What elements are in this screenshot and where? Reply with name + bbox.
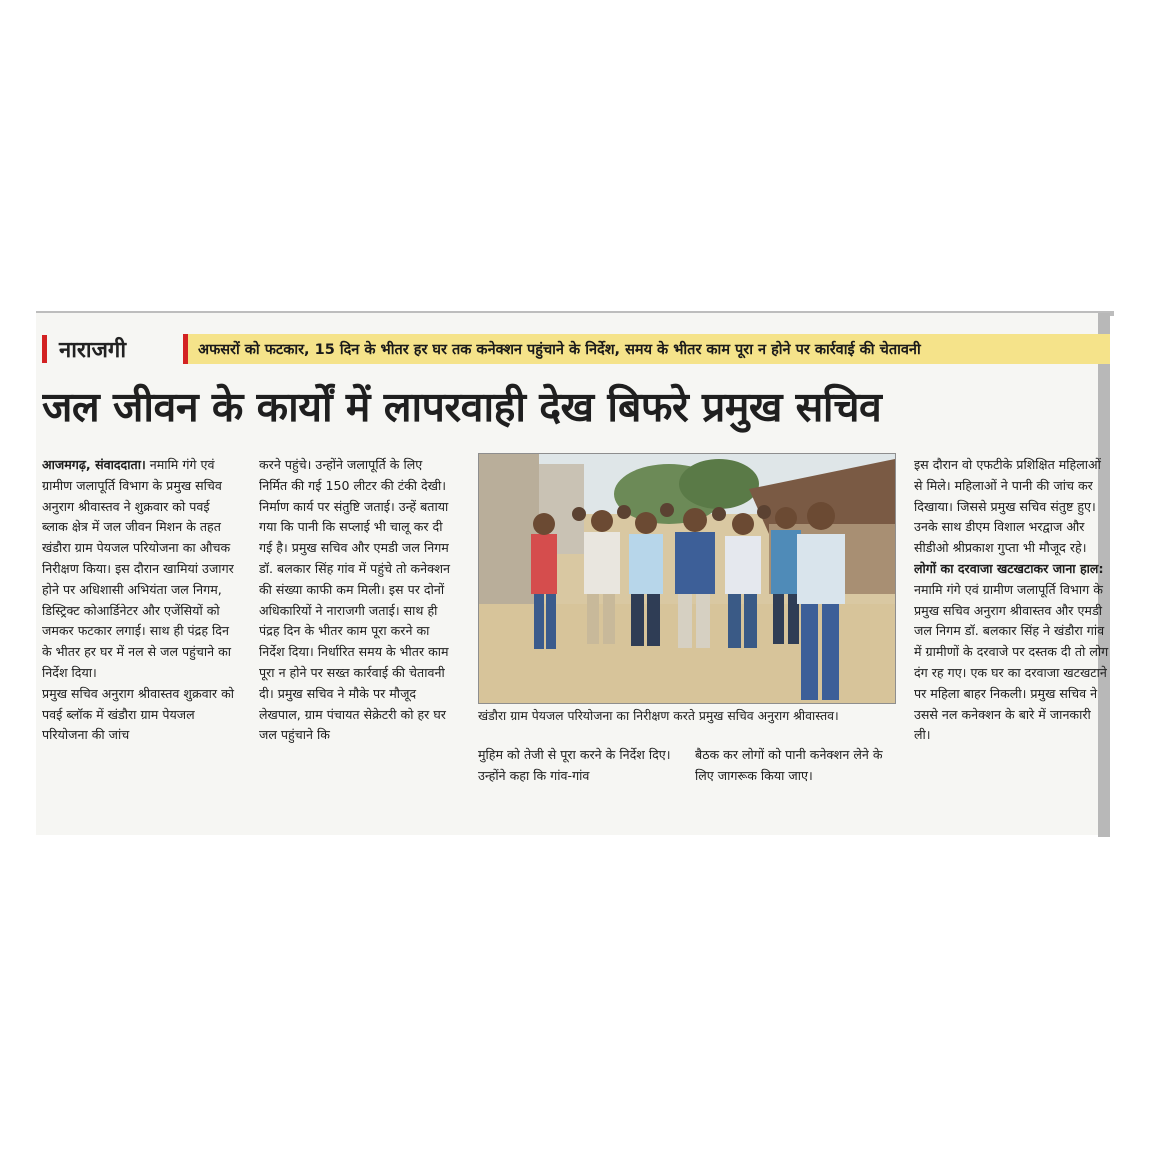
column-4-text: बैठक कर लोगों को पानी कनेक्शन लेने के लिए जागरूक किया जाए। [695, 747, 883, 783]
column-5-para-1: इस दौरान वो एफटीके प्रशिक्षित महिलाओं से मिले। महिलाओं ने पानी की जांच कर दिखाया। जिससे प्रमुख सचिव संतुष्ट हुए। उनके साथ डीएम विशाल भरद्वाज और सीडीओ श्रीप्रकाश गुप्ता भी मौजूद रहे। [914, 457, 1101, 556]
subheadline-red-bar [183, 334, 188, 364]
column-5-para-2 [914, 559, 1110, 746]
kicker-label [42, 334, 126, 364]
column-3-text: मुहिम को तेजी से पूरा करने के निर्देश दिए। उन्होंने कहा कि गांव-गांव [478, 747, 671, 783]
subheadline-banner [183, 334, 1110, 364]
column-2-text: करने पहुंचे। उन्होंने जलापूर्ति के लिए निर्मित की गई 150 लीटर की टंकी देखी। निर्माण कार्य पर संतुष्टि जताई। उन्हें बताया गया कि पानी कि सप्लाई भी चालू कर दी गई है। प्रमुख सचिव और एमडी जल निगम डॉ. बलकार सिंह गांव में पहुंचे तो कनेक्शन की संख्या काफी कम मिली। इस पर दोनों अधिकारियों ने नाराजगी जताई। साथ ही पंद्रह दिन के भीतर काम पूरा करने का निर्देश दिया। निर्धारित समय के भीतर काम पूरा न होने पर सख्त कार्रवाई की चेतावनी दी। प्रमुख सचिव ने मौके पर मौजूद लेखपाल, ग्राम पंचायत सेक्रेटरी को हर घर जल पहुंचाने कि [259, 457, 451, 743]
kicker-red-bar [42, 335, 47, 363]
column-5-subhead: लोगों का दरवाजा खटखटाकर जाना हाल: [914, 560, 1104, 576]
article-column-1 [42, 455, 239, 795]
article-column-2 [259, 455, 454, 795]
column-1-para-1 [42, 455, 239, 684]
kicker-text: नाराजगी [59, 338, 127, 363]
column-5-text-2: नमामि गंगे एवं ग्रामीण जलापूर्ति विभाग के प्रमुख सचिव अनुराग श्रीवास्तव और एमडी जल निगम डॉ. बलकार सिंह ने खंडौरा गांव में ग्रामीणों के दरवाजे पर दस्तक दी तो लोग दंग रह गए। एक घर का दरवाजा खटखटाने पर महिला बाहर निकली। प्रमुख सचिव ने उससे नल कनेक्शन के बारे में जानकारी ली। [914, 581, 1109, 743]
article-column-3 [478, 745, 678, 795]
article-column-5 [914, 455, 1110, 795]
photo-caption: खंडौरा ग्राम पेयजल परियोजना का निरीक्षण करते प्रमुख सचिव अनुराग श्रीवास्तव। [478, 708, 839, 723]
column-1-para-2: प्रमुख सचिव अनुराग श्रीवास्तव शुक्रवार को पवई ब्लॉक में खंडौरा ग्राम पेयजल परियोजना की जांच [42, 685, 235, 743]
subheadline-text: अफसरों को फटकार, 15 दिन के भीतर हर घर तक कनेक्शन पहुंचाने के निर्देश, समय के भीतर काम पूरा न होने पर कार्रवाई की चेतावनी [198, 342, 921, 358]
news-photo-illustration [479, 454, 895, 703]
news-photo [478, 453, 896, 704]
column-1-text-1: नमामि गंगे एवं ग्रामीण जलापूर्ति विभाग के प्रमुख सचिव अनुराग श्रीवास्तव ने शुक्रवार को पवई ब्लाक क्षेत्र में जल जीवन मिशन के तहत खंडौरा ग्राम पेयजल परियोजना का औचक निरीक्षण किया। इस दौरान खामियां उजागर होने पर अधिशासी अभियंता जल निगम, डिस्ट्रिक्ट कोआर्डिनेटर और एजेंसियों को जमकर फटकार लगाई। साथ ही पंद्रह दिन के भीतर हर घर में नल से जल पहुंचाने का निर्देश दिया। [42, 457, 234, 680]
headline: जल जीवन के कार्यों में लापरवाही देख बिफरे प्रमुख सचिव [42, 383, 882, 431]
dateline: आजमगढ़, संवाददाता। [42, 457, 146, 472]
article-column-4 [695, 745, 895, 795]
